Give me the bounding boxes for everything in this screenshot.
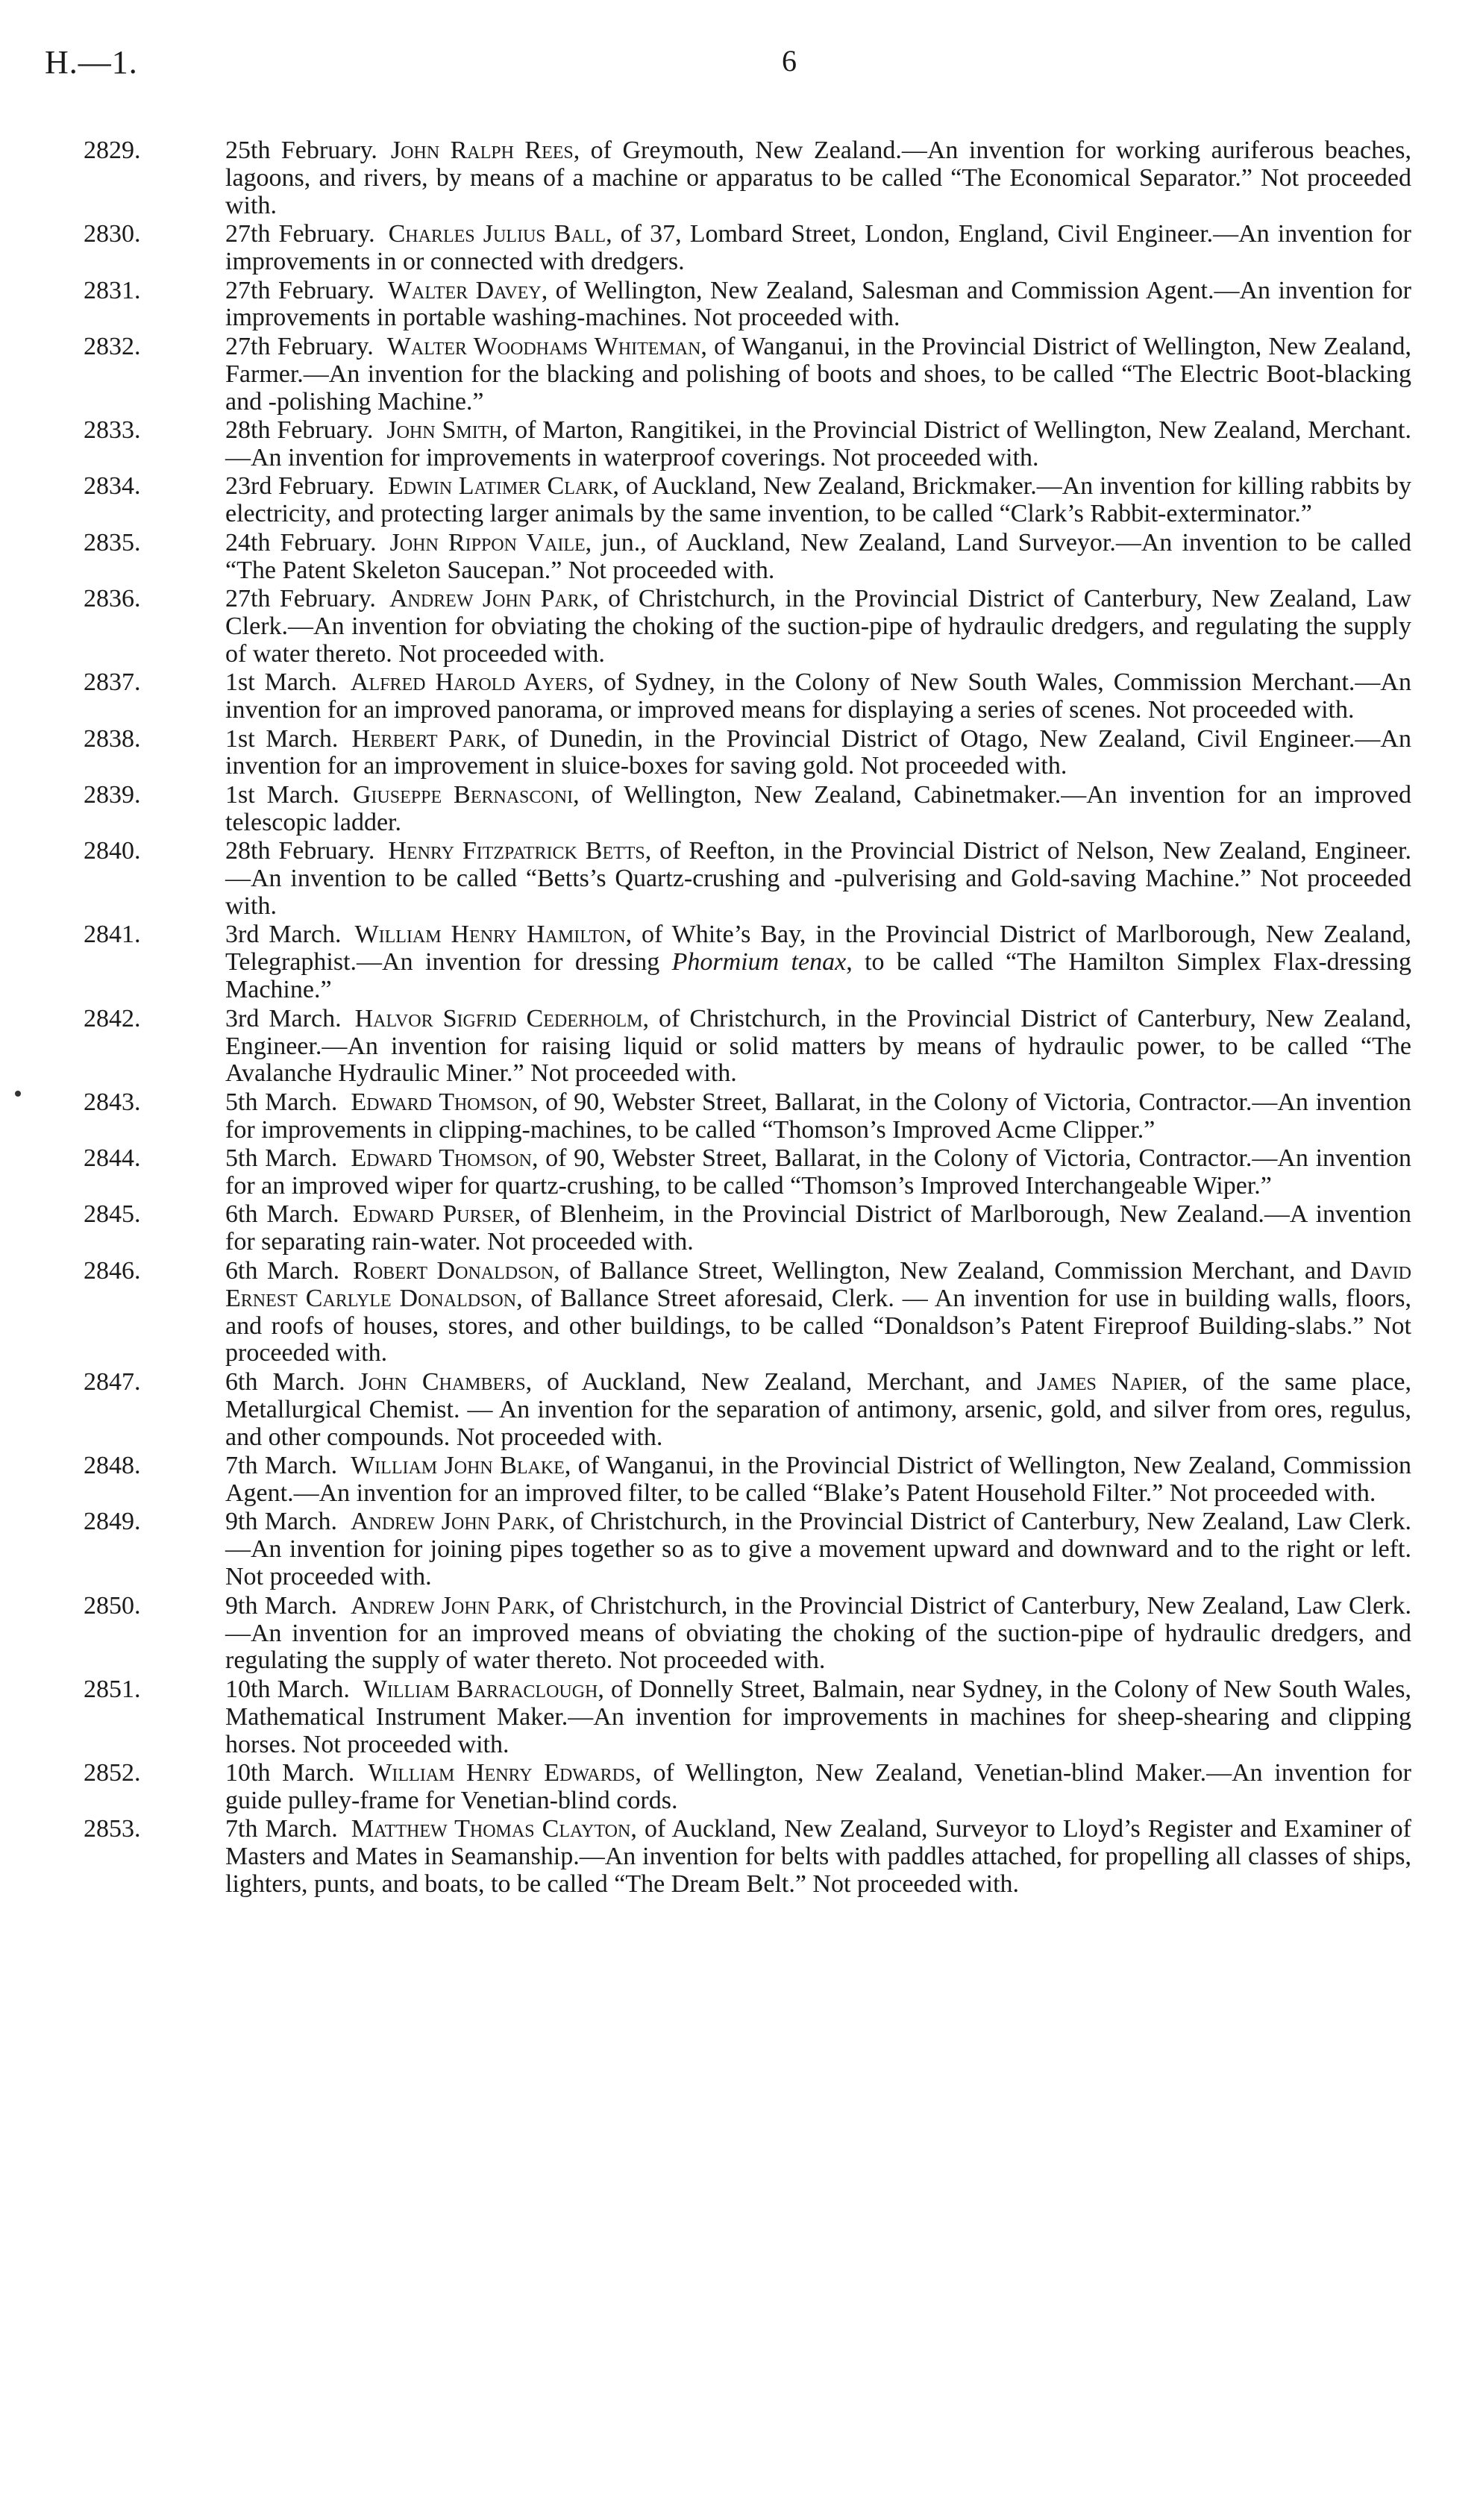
applicant-name: John Chambers bbox=[358, 1367, 526, 1396]
patent-entry bbox=[84, 1201, 1411, 1256]
entry-date: 6th March. bbox=[225, 1367, 345, 1396]
entry-description: , of 90, Webster Street, Ballarat, in the Colony of Victoria, Contractor.—An invention for improvements in clipping-machines, to be called “Thomson’s Improved Acme Clipper.” bbox=[225, 1088, 1412, 1144]
entry-description: , of Blenheim, in the Provincial District of Marlborough, New Zealand.—A invention for separating rain-water. Not proceeded with. bbox=[225, 1200, 1412, 1256]
applicant-name: Henry Fitzpatrick Betts bbox=[388, 837, 645, 865]
entry-description: , of Christchurch, in the Provincial District of Canterbury, New Zealand, Law Clerk.—An invention for obviating the choking of the suction-pipe of hydraulic dredgers, and regulating the supply of water thereto. Not proceeded with. bbox=[225, 585, 1411, 668]
entry-number: 2845. bbox=[84, 1200, 141, 1229]
entry-number: 2853. bbox=[84, 1815, 141, 1843]
entry-number: 2849. bbox=[84, 1508, 141, 1536]
patent-entry bbox=[84, 1593, 1411, 1676]
entry-date: 3rd March. bbox=[225, 1004, 342, 1032]
entry-date: 1st March. bbox=[225, 668, 337, 697]
entry-date: 23rd February. bbox=[225, 472, 375, 501]
applicant-name: John Rippon Vaile bbox=[389, 528, 586, 557]
patent-entry bbox=[84, 669, 1411, 724]
entry-number: 2839. bbox=[84, 780, 141, 809]
entry-date: 25th February. bbox=[225, 137, 377, 164]
entry-description: , of Auckland, New Zealand, Surveyor to Lloyd’s Register and Examiner of Masters and Mates in Seamanship.—An invention for belts with paddles attached, for propelling all classes of ships, lighters, punts, and boats, to be called “The Dream Belt.” Not proceeded with. bbox=[225, 1815, 1411, 1899]
applicant-name: William Barraclough bbox=[363, 1675, 598, 1703]
applicant-name: Andrew John Park bbox=[350, 1591, 549, 1620]
entry-number: 2843. bbox=[84, 1088, 141, 1116]
entry-date: 7th March. bbox=[225, 1452, 338, 1480]
applicant-name: Edward Purser bbox=[352, 1200, 515, 1229]
patent-entry bbox=[84, 1258, 1411, 1368]
applicant-name: William Henry Hamilton bbox=[354, 921, 626, 949]
patent-entry bbox=[84, 1089, 1411, 1144]
entry-description: , of Wellington, New Zealand, Cabinetmaker.—An invention for an improved telescopic ladder. bbox=[225, 780, 1411, 836]
entry-number: 2838. bbox=[84, 724, 141, 753]
patent-entry bbox=[84, 530, 1411, 585]
entry-number: 2852. bbox=[84, 1759, 141, 1787]
entry-description: , of Sydney, in the Colony of New South Wales, Commission Merchant.—An invention for an improved panorama, or improved means for displaying a series of scenes. Not proceeded with. bbox=[225, 668, 1411, 724]
entry-date: 7th March. bbox=[225, 1815, 338, 1843]
entry-date: 28th February. bbox=[225, 837, 375, 865]
applicant-name: Matthew Thomas Clayton bbox=[351, 1815, 631, 1843]
entry-date: 28th February. bbox=[225, 416, 374, 445]
entry-description-continued: , of Ballance Street aforesaid, Clerk. — An invention for use in building walls, floors, and roofs of houses, stores, and other buildings, to be called “Donaldson’s Patent Fireproof Building-slabs.” Not proceeded with. bbox=[225, 1284, 1411, 1367]
entry-description-continued: , of the same place, Metallurgical Chemist. — An invention for the separation of antimony, arsenic, gold, and silver from ores, regulus, and other compounds. Not proceeded with. bbox=[225, 1367, 1412, 1451]
patent-entry bbox=[84, 221, 1411, 276]
entry-date: 24th February. bbox=[225, 528, 377, 557]
margin-mark bbox=[15, 1091, 21, 1097]
patent-entry bbox=[84, 137, 1411, 220]
entry-date: 9th March. bbox=[225, 1508, 337, 1536]
patent-entry bbox=[84, 586, 1411, 668]
patent-entry bbox=[84, 1369, 1411, 1452]
entry-description: , of Donnelly Street, Balmain, near Sydney, in the Colony of New South Wales, Mathematical Instrument Maker.—An invention for improvements in machines for sheep-shearing and clipping horses. Not proceeded with. bbox=[225, 1675, 1412, 1758]
entry-number: 2836. bbox=[84, 585, 141, 612]
applicant-name: Walter Davey bbox=[387, 276, 542, 304]
patent-entry bbox=[84, 838, 1411, 921]
entry-description: , of Christchurch, in the Provincial District of Canterbury, New Zealand, Law Clerk.—An invention for an improved means of obviating the choking of the suction-pipe of hydraulic dredgers, and regulating the supply of water thereto. Not proceeded with. bbox=[225, 1591, 1411, 1675]
entry-description: , of Ballance Street, Wellington, New Zealand, Commission Merchant, and bbox=[554, 1256, 1351, 1285]
patent-entry bbox=[84, 1508, 1411, 1591]
entry-description: , of Auckland, New Zealand, Merchant, and bbox=[525, 1367, 1037, 1396]
entry-number: 2829. bbox=[84, 137, 141, 164]
entry-date: 27th February. bbox=[225, 276, 374, 304]
entry-number: 2834. bbox=[84, 472, 141, 501]
applicant-name: Alfred Harold Ayers bbox=[350, 668, 588, 697]
entry-number: 2830. bbox=[84, 220, 141, 248]
applicant-name: John Smith bbox=[386, 416, 502, 445]
entry-description: , of Dunedin, in the Provincial District of Otago, New Zealand, Civil Engineer.—An invention for an improvement in sluice-boxes for saving gold. Not proceeded with. bbox=[225, 724, 1411, 780]
entry-date: 27th February. bbox=[225, 585, 376, 612]
entry-date: 5th March. bbox=[225, 1088, 338, 1116]
entry-number: 2851. bbox=[84, 1675, 141, 1703]
applicant-name: Herbert Park bbox=[351, 724, 501, 753]
applicant-name: John Ralph Rees bbox=[390, 137, 574, 164]
applicant-name: Edwin Latimer Clark bbox=[388, 472, 613, 501]
patent-entry bbox=[84, 782, 1411, 837]
entry-description: , of Wanganui, in the Provincial District of Wellington, New Zealand, Farmer.—An invention for the blacking and polishing of boots and shoes, to be called “The Electric Boot-blacking and -polishing Machine.” bbox=[225, 332, 1411, 416]
co-applicant-name: James Napier bbox=[1036, 1367, 1182, 1396]
applicant-name: Charles Julius Ball bbox=[388, 220, 606, 248]
patent-entry bbox=[84, 1452, 1411, 1508]
entry-description: , of Christchurch, in the Provincial District of Canterbury, New Zealand, Engineer.—An invention for raising liquid or solid matters by means of hydraulic power, to be called “The Avalanche Hydraulic Miner.” Not proceeded with. bbox=[225, 1004, 1412, 1088]
patent-entry bbox=[84, 1760, 1411, 1815]
applicant-name: Halvor Sigfrid Cederholm bbox=[354, 1004, 643, 1032]
entry-number: 2837. bbox=[84, 668, 141, 697]
entry-description: , of Christchurch, in the Provincial District of Canterbury, New Zealand, Law Clerk.—An invention for joining pipes together so as to give a movement upward and downward and to the right or left. Not proceeded with. bbox=[225, 1508, 1411, 1591]
applicant-name: Robert Donaldson bbox=[353, 1256, 554, 1285]
applicant-name: Walter Woodhams Whiteman bbox=[386, 332, 701, 360]
entry-number: 2841. bbox=[84, 921, 141, 949]
co-applicant-name: David Ernest Carlyle Donaldson bbox=[225, 1256, 1411, 1312]
patent-entry bbox=[84, 1145, 1411, 1200]
patent-entries-list bbox=[84, 137, 1411, 1900]
entry-description: , of Marton, Rangitikei, in the Provincial District of Wellington, New Zealand, Merchant.—An invention for improvements in waterproof coverings. Not proceeded with. bbox=[225, 416, 1411, 471]
applicant-name: Andrew John Park bbox=[389, 585, 593, 612]
entry-description: , of 90, Webster Street, Ballarat, in the Colony of Victoria, Contractor.—An invention for an improved wiper for quartz-crushing, to be called “Thomson’s Improved Interchangeable Wiper.” bbox=[225, 1144, 1412, 1200]
patent-entry bbox=[84, 726, 1411, 781]
applicant-name: William Henry Edwards bbox=[368, 1759, 636, 1787]
entry-description-continued: , to be called “The Hamilton Simplex Flax-dressing Machine.” bbox=[225, 948, 1412, 1004]
applicant-name: Andrew John Park bbox=[350, 1508, 549, 1536]
entry-description: , of Wellington, New Zealand, Venetian-blind Maker.—An invention for guide pulley-frame for Venetian-blind cords. bbox=[225, 1759, 1411, 1814]
entry-date: 10th March. bbox=[225, 1675, 350, 1703]
entry-date: 27th February. bbox=[225, 220, 375, 248]
applicant-name: Edward Thomson bbox=[351, 1088, 532, 1116]
patent-entry bbox=[84, 278, 1411, 333]
applicant-name: William John Blake bbox=[351, 1452, 565, 1480]
applicant-name: Giuseppe Bernasconi bbox=[352, 780, 574, 809]
entry-number: 2835. bbox=[84, 528, 141, 557]
entry-date: 1st March. bbox=[225, 724, 339, 753]
patent-entry bbox=[84, 1816, 1411, 1899]
patent-entry bbox=[84, 333, 1411, 416]
entry-description: , jun., of Auckland, New Zealand, Land Surveyor.—An invention to be called “The Patent Skeleton Saucepan.” Not proceeded with. bbox=[225, 528, 1411, 584]
species-name: Phormium tenax bbox=[671, 948, 847, 977]
entry-description: , of Auckland, New Zealand, Brickmaker.—An invention for killing rabbits by electricity, and protecting larger animals by the same invention, to be called “Clark’s Rabbit-exterminator.” bbox=[225, 472, 1412, 528]
patent-entry bbox=[84, 1676, 1411, 1759]
applicant-name: Edward Thomson bbox=[351, 1144, 532, 1173]
entry-number: 2850. bbox=[84, 1591, 141, 1620]
entry-description: , of Greymouth, New Zealand.—An invention for working auriferous beaches, lagoons, and rivers, by means of a machine or apparatus to be called “The Economical Separator.” Not proceeded with. bbox=[225, 137, 1411, 219]
entry-number: 2844. bbox=[84, 1144, 141, 1173]
entry-number: 2847. bbox=[84, 1367, 141, 1396]
entry-date: 27th February. bbox=[225, 332, 374, 360]
entry-date: 3rd March. bbox=[225, 921, 342, 949]
entry-description: , of White’s Bay, in the Provincial District of Marlborough, New Zealand, Telegraphist.—An invention for dressing bbox=[225, 921, 1411, 977]
entry-date: 6th March. bbox=[225, 1256, 340, 1285]
patent-entry bbox=[84, 1006, 1411, 1088]
entry-number: 2833. bbox=[84, 416, 141, 445]
patent-entry bbox=[84, 417, 1411, 472]
entry-date: 5th March. bbox=[225, 1144, 338, 1173]
entry-date: 9th March. bbox=[225, 1591, 337, 1620]
entry-description: , of 37, Lombard Street, London, England, Civil Engineer.—An invention for improvements in or connected with dredgers. bbox=[225, 220, 1411, 276]
entry-description: , of Wanganui, in the Provincial District of Wellington, New Zealand, Commission Agent.—An invention for an improved filter, to be called “Blake’s Patent Household Filter.” Not proceeded with. bbox=[225, 1452, 1411, 1507]
entry-number: 2831. bbox=[84, 276, 141, 304]
entry-number: 2840. bbox=[84, 837, 141, 865]
page-header bbox=[45, 43, 1432, 88]
entry-date: 1st March. bbox=[225, 780, 339, 809]
patent-entry bbox=[84, 473, 1411, 528]
entry-number: 2848. bbox=[84, 1452, 141, 1480]
entry-number: 2846. bbox=[84, 1256, 141, 1285]
entry-description: , of Wellington, New Zealand, Salesman and Commission Agent.—An invention for improvements in portable washing-machines. Not proceeded with. bbox=[225, 276, 1411, 332]
entry-number: 2842. bbox=[84, 1004, 141, 1032]
entry-date: 10th March. bbox=[225, 1759, 355, 1787]
page-number: 6 bbox=[782, 44, 797, 78]
document-reference: H.—1. bbox=[45, 44, 138, 81]
entry-number: 2832. bbox=[84, 332, 141, 360]
patent-entry bbox=[84, 921, 1411, 1004]
entry-date: 6th March. bbox=[225, 1200, 339, 1229]
entry-description: , of Reefton, in the Provincial District of Nelson, New Zealand, Engineer.—An invention to be called “Betts’s Quartz-crushing and -pulverising and Gold-saving Machine.” Not proceeded with. bbox=[225, 837, 1411, 920]
